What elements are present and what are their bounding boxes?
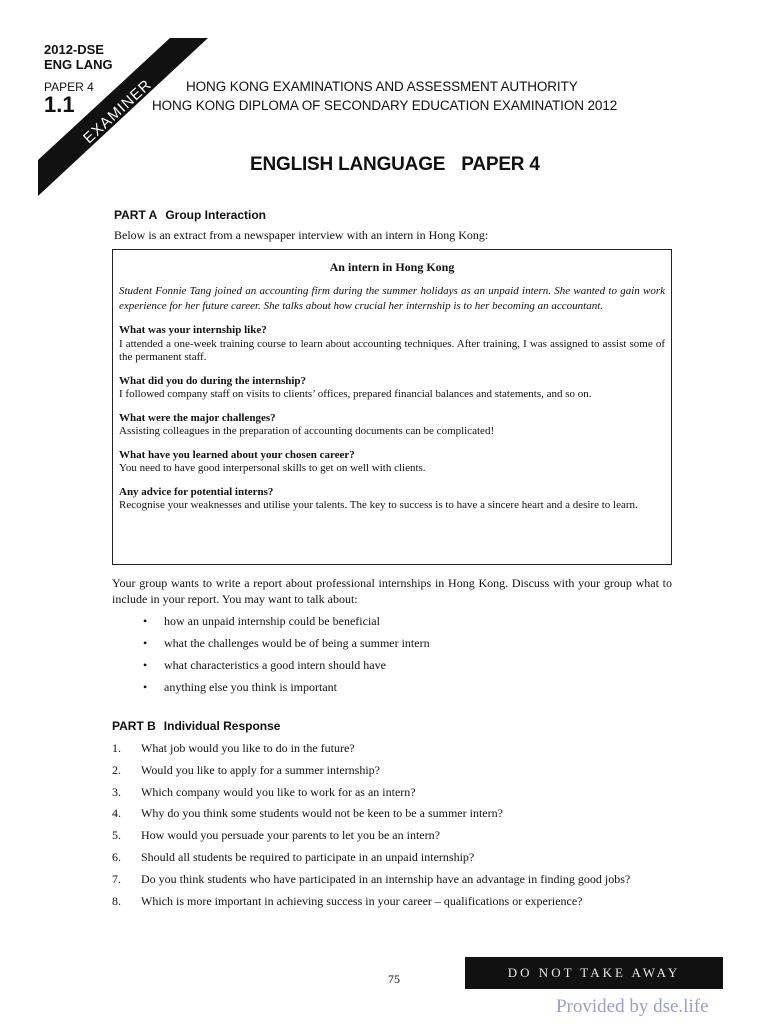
question-number: 7.: [112, 871, 121, 886]
bullet-icon: •: [143, 658, 148, 672]
authority-name: HONG KONG EXAMINATIONS AND ASSESSMENT AUTHORITY: [186, 79, 578, 94]
paper-title-subject: ENGLISH LANGUAGE: [250, 154, 446, 175]
question-text: Which is more important in achieving success in your career – qualifications or experience?: [141, 893, 583, 908]
bullet-icon: •: [143, 636, 148, 650]
interview-answer: Assisting colleagues in the preparation of accounting documents can be complicated!: [119, 425, 495, 437]
question-item: [112, 827, 630, 849]
part-b-title: Individual Response: [163, 719, 281, 733]
part-b-heading: [112, 719, 280, 733]
question-item: [112, 784, 630, 806]
interview-qa: [119, 449, 665, 476]
list-item-text: what the challenges would be of being a summer intern: [164, 636, 430, 650]
interview-question: What were the major challenges?: [119, 411, 276, 424]
part-b-label: PART B: [112, 719, 156, 733]
question-text: Which company would you like to work for as an intern?: [141, 784, 416, 799]
do-not-take-away-stamp: DO NOT TAKE AWAY: [465, 957, 723, 989]
paper-label: PAPER 4: [44, 80, 94, 94]
question-text: Would you like to apply for a summer internship?: [141, 762, 380, 777]
diploma-name: HONG KONG DIPLOMA OF SECONDARY EDUCATION EXAMINATION 2012: [152, 98, 618, 113]
question-text: What job would you like to do in the future?: [141, 741, 355, 755]
question-number: 3.: [112, 784, 121, 799]
question-item: [112, 740, 630, 762]
part-a-heading: [114, 208, 266, 222]
interview-question: Any advice for potential interns?: [119, 485, 274, 498]
interview-question: What have you learned about your chosen career?: [119, 448, 355, 461]
paper-title-paper: PAPER 4: [461, 154, 540, 175]
question-item: [112, 893, 630, 915]
question-number: 4.: [112, 806, 121, 821]
individual-questions-list: [112, 740, 630, 914]
question-number: 1.: [112, 741, 121, 755]
discussion-points-list: [140, 613, 430, 701]
question-item: [112, 849, 630, 871]
list-item: [140, 657, 430, 679]
interview-question: What was your internship like?: [119, 324, 267, 336]
part-a-title: Group Interaction: [165, 208, 267, 222]
exam-code-year: 2012-DSE: [44, 42, 104, 57]
paper-title: [250, 154, 540, 176]
part-a-intro: Below is an extract from a newspaper interview with an intern in Hong Kong:: [114, 228, 489, 242]
list-item: [140, 679, 430, 701]
bullet-icon: •: [143, 614, 148, 628]
examiner-banner-text: EXAMINER: [80, 76, 156, 148]
question-text: How would you persuade your parents to let you be an intern?: [141, 828, 440, 843]
extract-title: An intern in Hong Kong: [329, 260, 455, 274]
interview-qa: [119, 486, 665, 513]
interview-qa: [119, 375, 665, 402]
question-set-number: 1.1: [44, 92, 75, 117]
question-number: 2.: [112, 762, 121, 777]
interview-answer: Recognise your weaknesses and utilise your talents. The key to success is to have a sincere heart and a desire to learn.: [119, 499, 638, 511]
question-number: 8.: [112, 893, 121, 908]
question-text: Should all students be required to participate in an unpaid internship?: [141, 849, 475, 864]
question-item: [112, 805, 630, 827]
interview-qa: [119, 412, 665, 439]
question-item: [112, 762, 630, 784]
interview-qa: [119, 324, 665, 365]
interview-answer: I attended a one-week training course to learn about accounting techniques. After training, I was assigned to assist some of the permanent staff.: [119, 337, 665, 363]
provided-by-watermark: Provided by dse.life: [556, 996, 709, 1017]
group-task-text: Your group wants to write a report about professional internships in Hong Kong. Discuss with your group what to include in your report. You may want to talk about:: [112, 576, 672, 606]
question-number: 6.: [112, 849, 121, 864]
interview-answer: I followed company staff on visits to clients’ offices, prepared financial balances and statements, and so on.: [119, 388, 592, 400]
part-a-label: PART A: [114, 208, 158, 222]
question-item: [112, 871, 630, 893]
list-item-text: how an unpaid internship could be beneficial: [164, 614, 380, 628]
question-text: Why do you think some students would not be keen to be a summer intern?: [141, 806, 503, 821]
list-item-text: anything else you think is important: [164, 680, 337, 694]
question-text: Do you think students who have participated in an internship have an advantage in finding good jobs?: [141, 871, 631, 886]
bullet-icon: •: [143, 680, 148, 694]
page-number: 75: [388, 972, 400, 986]
list-item: [140, 613, 430, 635]
question-number: 5.: [112, 828, 121, 843]
interview-extract-box: [112, 249, 672, 565]
list-item-text: what characteristics a good intern should have: [164, 658, 386, 672]
interview-question: What did you do during the internship?: [119, 374, 307, 387]
interview-answer: You need to have good interpersonal skills to get on well with clients.: [119, 462, 426, 474]
subject-code: ENG LANG: [44, 57, 113, 72]
list-item: [140, 635, 430, 657]
extract-lead: Student Fonnie Tang joined an accounting firm during the summer holidays as an unpaid intern. She wanted to gain work experience for her future career. She talks about how crucial her internship is to her becoming an accountant.: [119, 285, 665, 312]
